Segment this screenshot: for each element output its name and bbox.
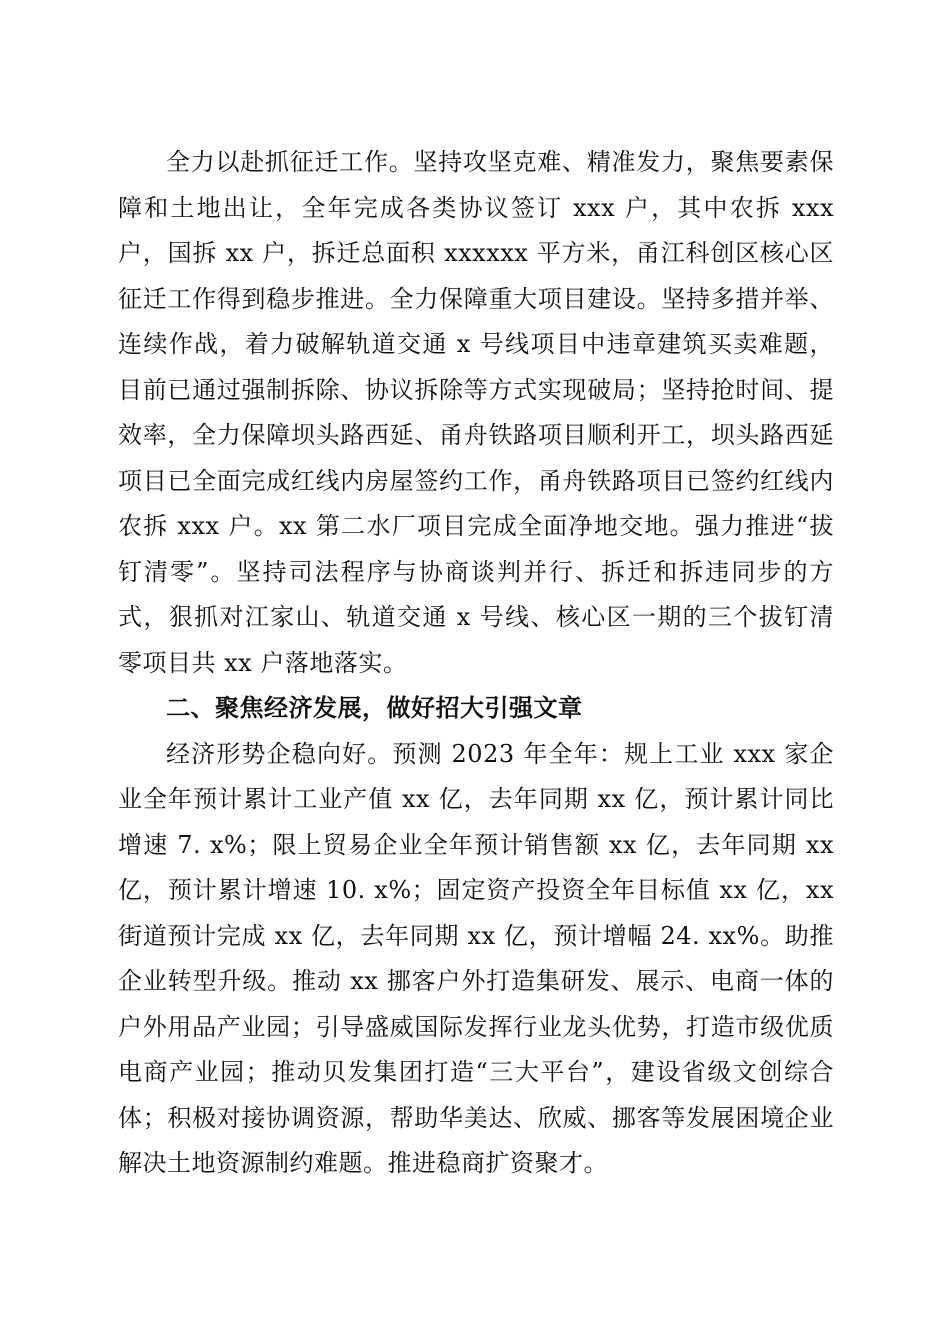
section-heading-economic-development: 二、聚焦经济发展，做好招大引强文章: [166, 694, 583, 722]
document-body: [118, 140, 834, 1187]
paragraph-demolition-work: 全力以赴抓征迁工作。坚持攻坚克难、精准发力，聚焦要素保障和土地出让，全年完成各类协议签订 xxx 户，其中农拆 xxx 户，国拆 xx 户，拆迁总面积 xxxxxx 平方米，甬江科创区核心区征迁工作得到稳步推进。全力保障重大项目建设。坚持多措并举、连续作战，着力破解轨道交通 x 号线项目中违章建筑买卖难题，目前已通过强制拆除、协议拆除等方式实现破局；坚持抢时间、提效率，全力保障坝头路西延、甬舟铁路项目顺利开工，坝头路西延项目已全面完成红线内房屋签约工作，甬舟铁路项目已签约红线内农拆 xxx 户。xx 第二水厂项目完成全面净地交地。强力推进“拔钉清零”。坚持司法程序与协商谈判并行、拆迁和拆违同步的方式，狠抓对江家山、轨道交通 x 号线、核心区一期的三个拔钉清零项目共 xx 户落地落实。: [118, 148, 834, 677]
paragraph-economic-situation: 经济形势企稳向好。预测 2023 年全年：规上工业 xxx 家企业全年预计累计工业产值 xx 亿，去年同期 xx 亿，预计累计同比增速 7. x%；限上贸易企业全年预计销售额 xx 亿，去年同期 xx 亿，预计累计增速 10. x%；固定资产投资全年目标值 xx 亿，xx 街道预计完成 xx 亿，去年同期 xx 亿，预计增幅 24. xx%。助推企业转型升级。推动 xx 挪客户外打造集研发、展示、电商一体的户外用品产业园；引导盛威国际发挥行业龙头优势，打造市级优质电商产业园；推动贝发集团打造“三大平台”，建设省级文创综合体；积极对接协调资源，帮助华美达、欣威、挪客等发展困境企业解决土地资源制约难题。推进稳商扩资聚才。: [118, 739, 834, 1177]
